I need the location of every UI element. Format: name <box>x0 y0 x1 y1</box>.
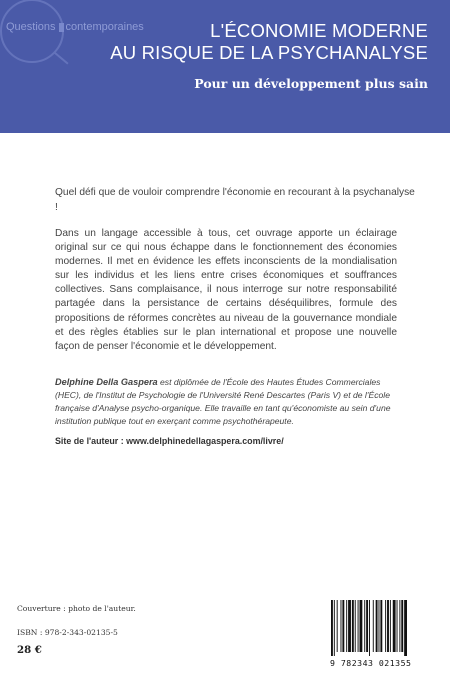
site-url[interactable]: www.delphinedellagaspera.com/livre/ <box>126 436 284 446</box>
barcode-bar <box>341 600 342 652</box>
series-right: contemporaines <box>65 21 144 33</box>
barcode <box>327 598 437 662</box>
q-logo-icon <box>0 0 64 63</box>
cover-header <box>0 0 450 133</box>
barcode-bar <box>366 600 368 652</box>
barcode-bar <box>358 600 359 652</box>
price: 28 € <box>17 644 42 656</box>
summary-paragraph: Dans un langage accessible à tous, cet ouvrage apporte un éclairage original sur ce qui nous échappe dans le fonctionnement des économies modernes. Il met en évidence les effets inconscients de la mondialisation sur les individus et les liens entre crises économiques et souffrances collectives. Sans complaisance, il nous interroge sur notre responsabilité partagée dans la persistance de certains déséquilibres, formule des propositions de réformes concrètes au niveau de la gouvernance mondiale et des règles établies sur le plan international et propose une nouvelle façon de penser l'économie et le développement. <box>55 228 397 352</box>
cover-credits: Couverture : photo de l'auteur. <box>17 604 136 613</box>
barcode-bar <box>399 600 400 652</box>
barcode-bar <box>352 600 354 652</box>
intro-sentence: Quel défi que de vouloir comprendre l'économie en recourant à la psychanalyse ! <box>55 187 415 213</box>
author-name: Delphine Della Gaspera <box>55 377 158 387</box>
barcode-bar <box>401 600 403 652</box>
series-left: Questions <box>6 21 56 33</box>
barcode-bar <box>346 600 347 652</box>
barcode-bar <box>380 600 382 652</box>
barcode-bar <box>376 600 378 652</box>
barcode-bar <box>337 600 338 652</box>
barcode-bar <box>364 600 365 652</box>
author-site <box>55 436 284 446</box>
barcode-bar <box>397 600 398 652</box>
barcode-number: 9 782343 021355 <box>330 658 412 668</box>
site-label: Site de l'auteur : <box>55 436 127 446</box>
book-title <box>110 20 428 64</box>
barcode-graphic <box>327 598 437 656</box>
barcode-bar <box>385 600 386 652</box>
barcode-bar <box>331 600 333 656</box>
barcode-bar <box>360 600 363 652</box>
barcode-bar <box>342 600 344 652</box>
isbn: ISBN : 978-2-343-02135-5 <box>17 628 118 637</box>
barcode-bar <box>390 600 391 652</box>
author-bio <box>55 376 401 428</box>
book-subtitle: Pour un développement plus sain <box>194 76 428 91</box>
barcode-bar <box>387 600 389 652</box>
title-line-1: L'ÉCONOMIE MODERNE <box>210 20 428 41</box>
author-bio-text: est diplômée de l'École des Hautes Études Commerciales (HEC), de l'Institut de Psychologie de l'Université René Descartes (Paris V) et de l'École française d'Analyse psycho-organique. Elle travaille en tant qu'économiste au sein d'une institution publique tout en exerçant comme psychothérapeute. <box>55 377 391 426</box>
barcode-bar <box>355 600 356 652</box>
barcode-bar <box>369 600 370 656</box>
barcode-bar <box>379 600 380 652</box>
title-line-2: AU RISQUE DE LA PSYCHANALYSE <box>110 42 428 63</box>
barcode-bar <box>334 600 335 656</box>
barcode-bar <box>348 600 351 652</box>
barcode-bar <box>393 600 396 652</box>
barcode-bar <box>404 600 407 656</box>
barcode-bar <box>373 600 374 652</box>
